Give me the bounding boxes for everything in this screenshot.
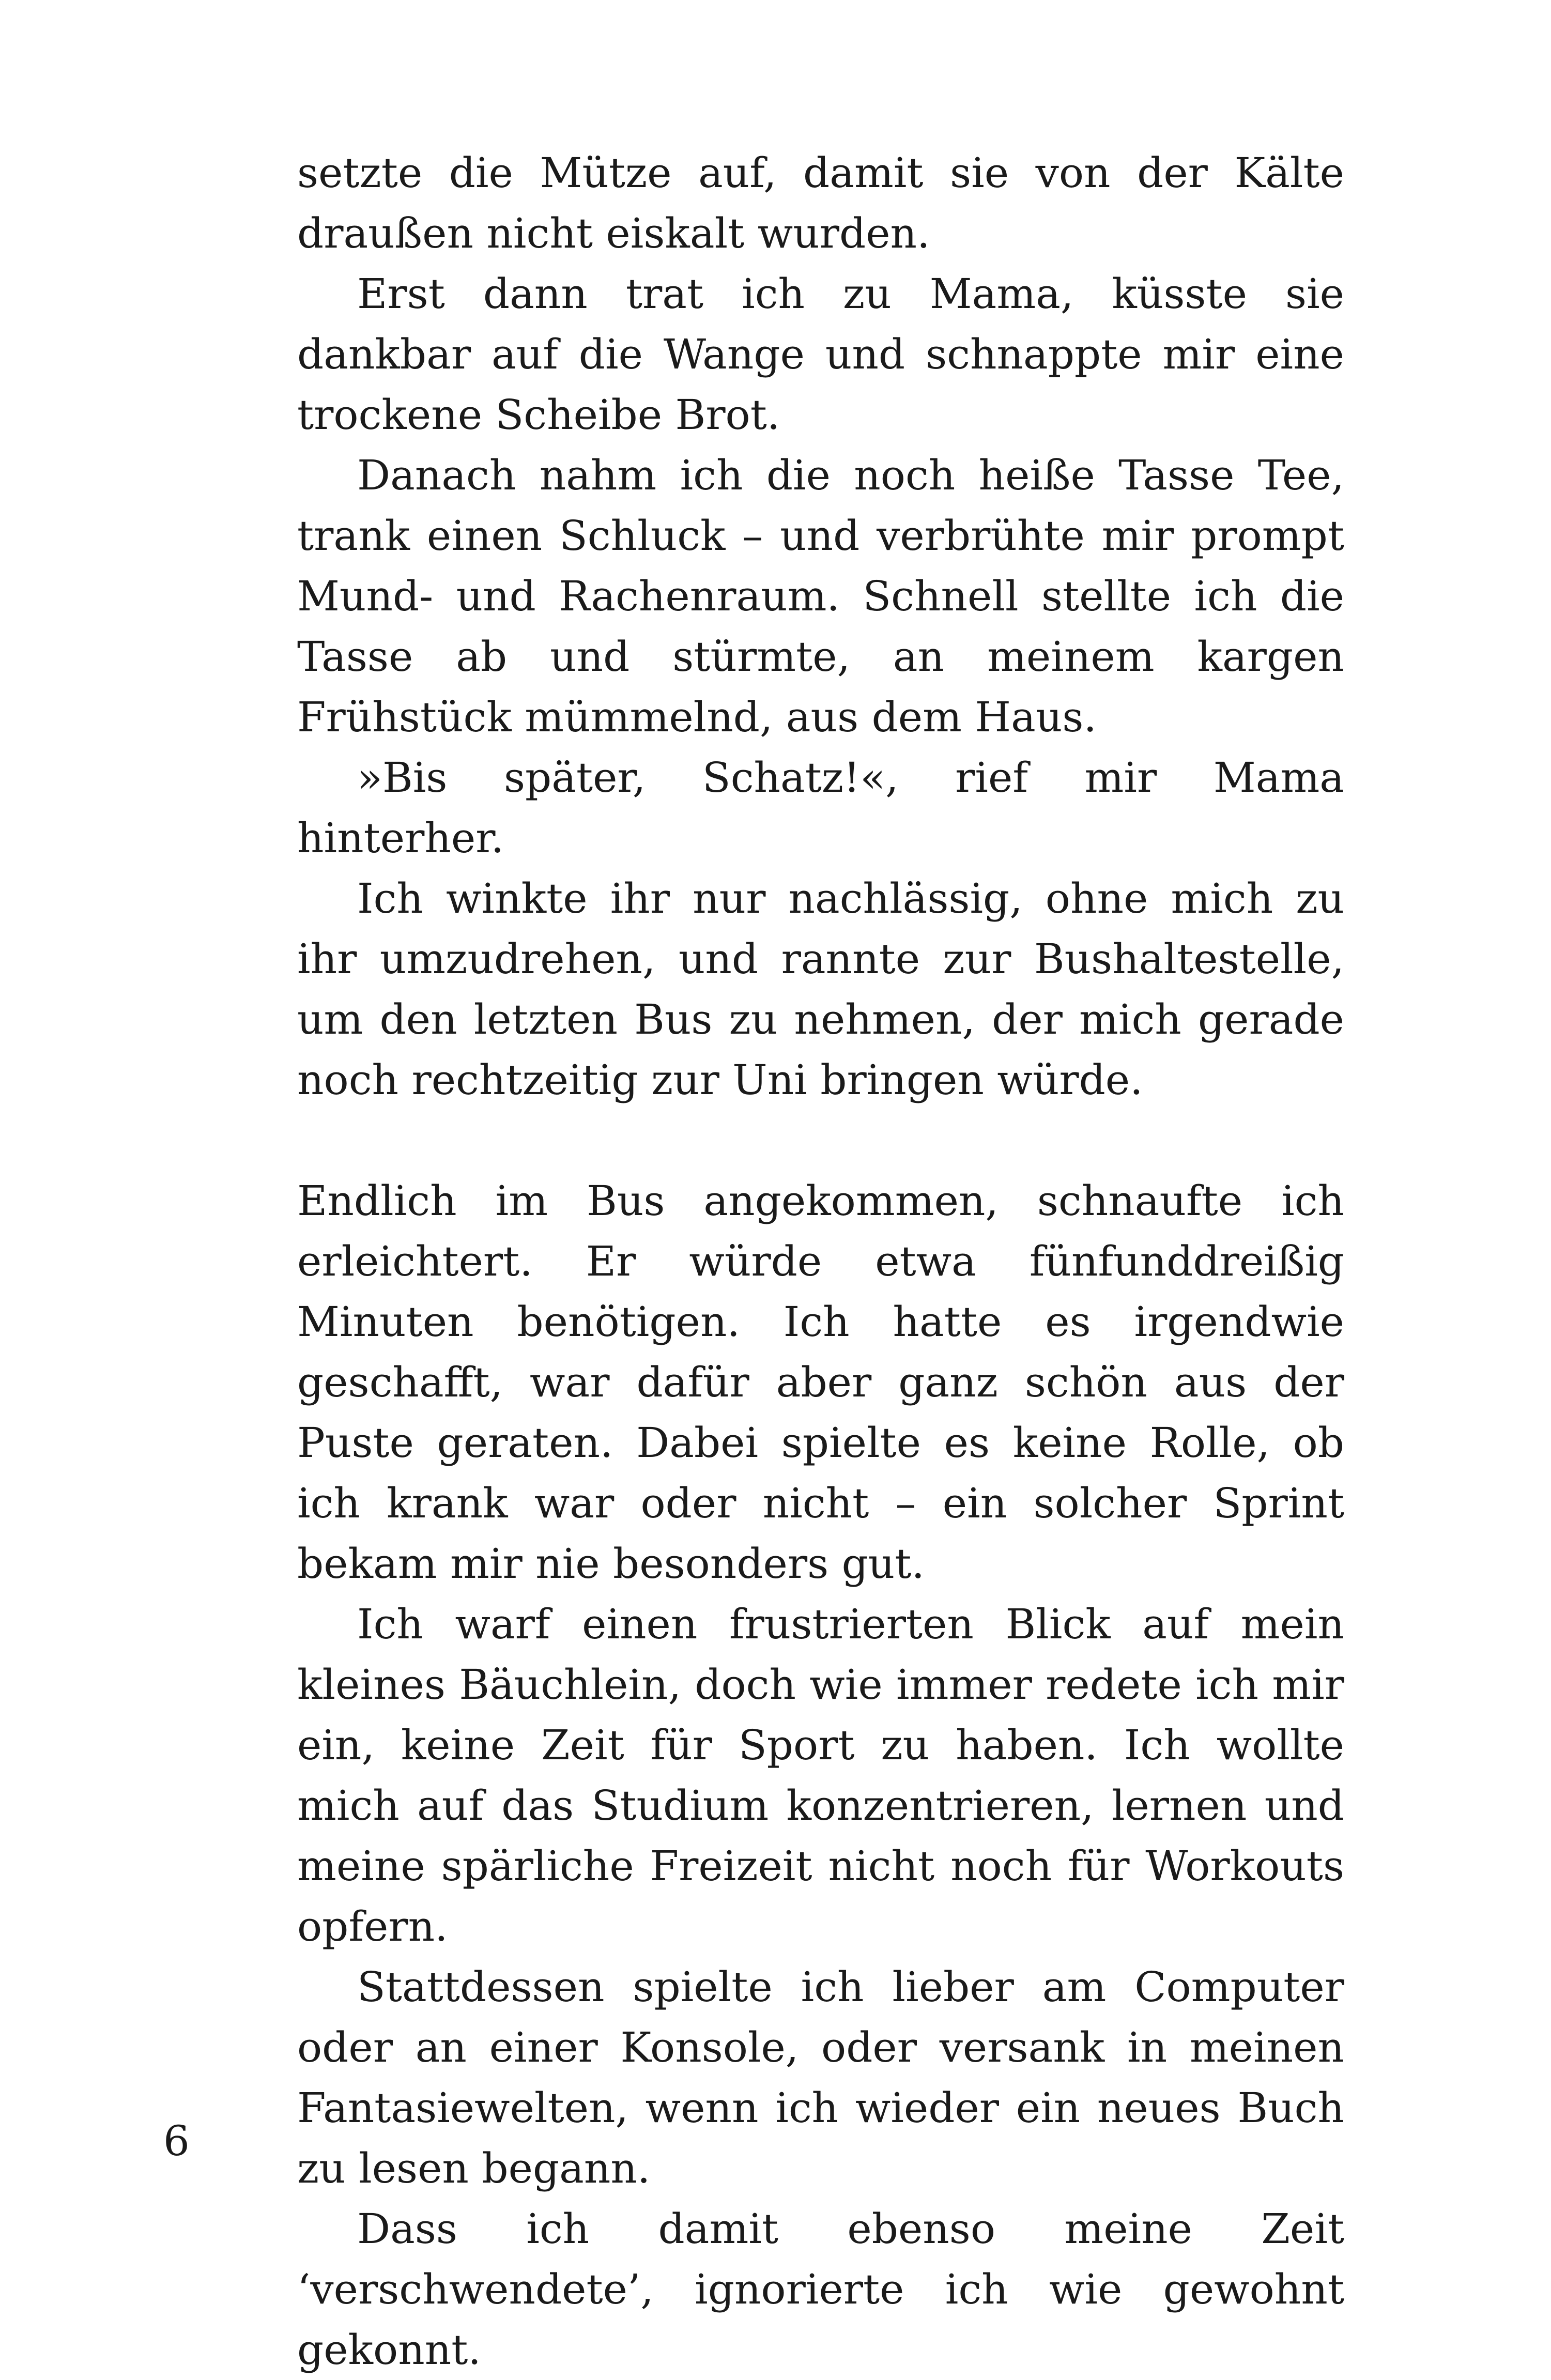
paragraph: Ich winkte ihr nur nachlässig, ohne mich zu ihr umzudrehen, und rannte zur Bushaltestelle, um den letzten Bus zu nehmen, der mich gerade noch rechtzeitig zur Uni bringen würde.: [297, 874, 1344, 1104]
paragraph: Stattdessen spielte ich lieber am Computer oder an einer Konsole, oder versank in meinen Fantasiewelten, wenn ich wieder ein neues Buch zu lesen begann.: [297, 1963, 1344, 2192]
paragraph: Danach nahm ich die noch heiße Tasse Tee, trank einen Schluck – und verbrühte mir prompt Mund- und Rachenraum. Schnell stellte ich die Tasse ab und stürmte, an meinem kargen Frühstück mümmelnd, aus dem Haus.: [297, 451, 1344, 741]
paragraph: »Bis später, Schatz!«, rief mir Mama hinterher.: [297, 754, 1344, 862]
paragraph: Ich warf einen frustrierten Blick auf mein kleines Bäuchlein, doch wie immer redete ich mir ein, keine Zeit für Sport zu haben. Ich wollte mich auf das Studium konzentrieren, lernen und meine spärliche Freizeit nicht noch für Workouts opfern.: [297, 1600, 1344, 1951]
paragraph: setzte die Mütze auf, damit sie von der Kälte draußen nicht eiskalt wurden.: [297, 149, 1344, 257]
paragraph: Dass ich damit ebenso meine Zeit ‘verschwendete’, ignorierte ich wie gewohnt gekonnt.: [297, 2205, 1344, 2374]
paragraph: Erst dann trat ich zu Mama, küsste sie dankbar auf die Wange und schnappte mir eine trockene Scheibe Brot.: [297, 270, 1344, 439]
body-text: [297, 143, 1344, 2380]
section-break: [297, 1110, 1344, 1171]
page-number: 6: [163, 2117, 190, 2165]
paragraph: Endlich im Bus angekommen, schnaufte ich erleichtert. Er würde etwa fünfunddreißig Minuten benötigen. Ich hatte es irgendwie geschafft, war dafür aber ganz schön aus der Puste geraten. Dabei spielte es keine Rolle, ob ich krank war oder nicht – ein solcher Sprint bekam mir nie besonders gut.: [297, 1177, 1344, 1588]
